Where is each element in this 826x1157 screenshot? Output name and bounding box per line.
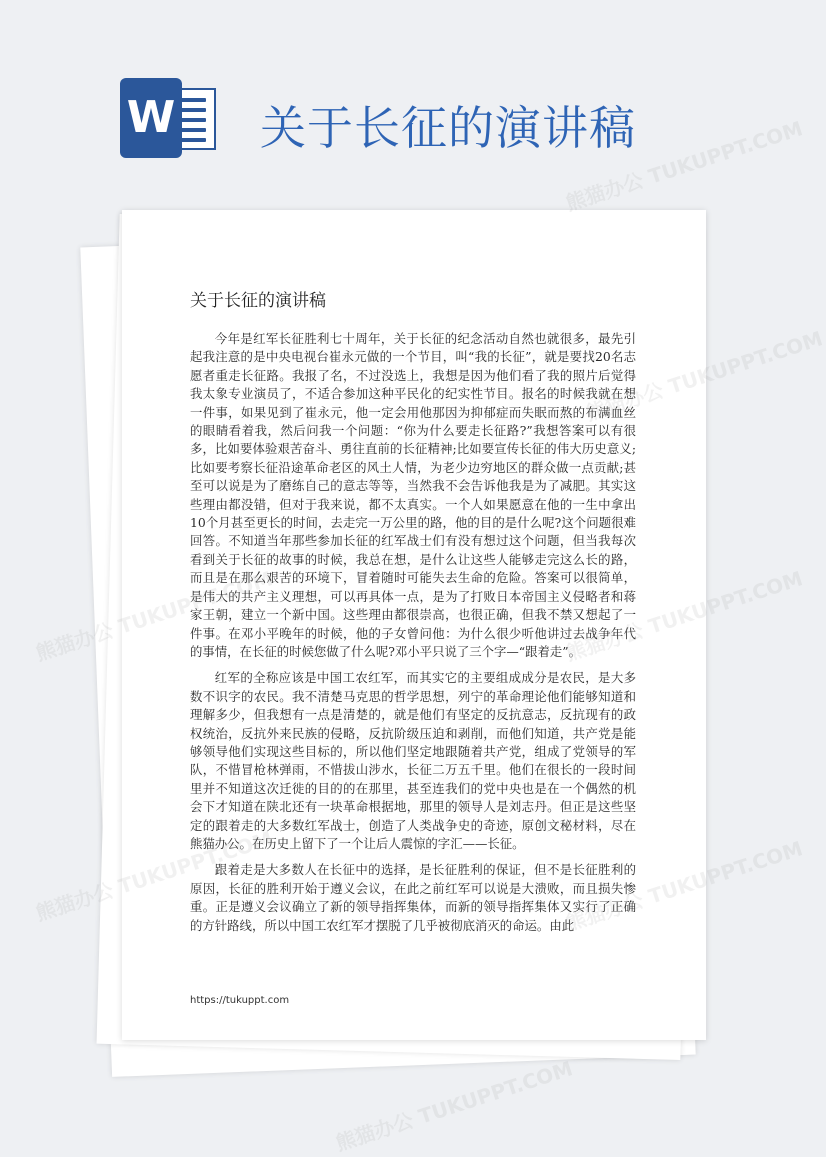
- paragraph: 红军的全称应该是中国工农红军，而其实它的主要组成成分是农民，是大多数不识字的农民。我不清楚马克思的哲学思想，列宁的革命理论他们能够知道和理解多少，但我想有一点是清楚的，就是他们有坚定的反抗意志，反抗现有的政权统治，反抗外来民族的侵略，反抗阶级压迫和剥削，而他们知道，共产党是能够领导他们实现这些目标的，所以他们坚定地跟随着共产党，组成了党领导的军队，不惜冒枪林弹雨，不惜拔山涉水，长征二万五千里。他们在很长的一段时间里并不知道这次迁徙的目的的在那里，甚至连我们的党中央也是在一个偶然的机会下才知道在陕北还有一块革命根据地，那里的领导人是刘志丹。但正是这些坚定的跟着走的大多数红军战士，创造了人类战争史的奇迹，原创文秘材料，尽在熊猫办公。在历史上留下了一个让后人震惊的字汇——长征。: [190, 670, 636, 851]
- document-page: [122, 210, 706, 1040]
- header: [0, 0, 800, 200]
- watermark: TUKUPPT.COM: [665, 326, 826, 399]
- watermark: TUKUPPT.COM: [645, 836, 806, 909]
- document-title: 关于长征的演讲稿: [190, 291, 326, 311]
- document-body: [190, 330, 636, 943]
- watermark: 熊猫办公: [32, 878, 117, 926]
- watermark: TUKUPPT.COM: [645, 566, 806, 639]
- watermark: 熊猫办公: [32, 618, 117, 666]
- paragraph: 跟着走是大多数人在长征中的选择，是长征胜利的保证，但不是长征胜利的原因，长征的胜利开始于遵义会议，在此之前红军可以说是大溃败，而且损失惨重。正是遵义会议确立了新的领导指挥集体，而新的领导指挥集体又实行了正确的方针路线，所以中国工农红军才摆脱了几乎被彻底消灭的命运。由此: [190, 862, 636, 933]
- watermark: 熊猫办公 TUKUPPT.COM: [562, 116, 806, 216]
- footer-url: https://tukuppt.com: [190, 995, 290, 1006]
- word-badge: W: [120, 78, 182, 158]
- word-document-icon: [120, 72, 218, 162]
- page-title: 关于长征的演讲稿: [260, 101, 636, 155]
- watermark: 熊猫办公 TUKUPPT.COM: [332, 1056, 576, 1156]
- paragraph: 今年是红军长征胜利七十周年，关于长征的纪念活动自然也就很多，最先引起我注意的是中央电视台崔永元做的一个节目，叫“我的长征”，就是要找20名志愿者重走长征路。我报了名，不过没选上，我想是因为他们看了我的照片后觉得我太象专业演员了，不适合参加这种平民化的纪实性节目。报名的时候我就在想一件事，如果见到了崔永元，他一定会用他那因为抑郁症而失眠而熬的布满血丝的眼睛看着我，然后问我一个问题：“你为什么要走长征路?”我想答案可以有很多，比如要体验艰苦奋斗、勇往直前的长征精神;比如要宣传长征的伟大历史意义;比如要考察长征沿途革命老区的风土人情，为老少边穷地区的群众做一点贡献;甚至可以说是为了磨练自己的意志等等，当然我不会告诉他我是为了减肥。其实这些理由都没错，但对于我来说，都不太真实。一个人如果愿意在他的一生中拿出10个月甚至更长的时间，去走完一万公里的路，他的目的是什么呢?这个问题很难回答。不知道当年那些参加长征的红军战士们有没有想过这个问题，但当我每次看到关于长征的故事的时候，我总在想，是什么让这些人能够走完这么长的路，而且是在那么艰苦的环境下，冒着随时可能失去生命的危险。答案可以很简单，是伟大的共产主义理想，可以再具体一点，是为了打败日本帝国主义侵略者和蒋家王朝，建立一个新中国。这些理由都很崇高，也很正确，但我不禁又想起了一件事。在邓小平晚年的时候，他的子女曾问他：为什么很少听他讲过去战争年代的事情，在长征的时候您做了什么呢?邓小平只说了三个字—“跟着走”。: [190, 331, 636, 659]
